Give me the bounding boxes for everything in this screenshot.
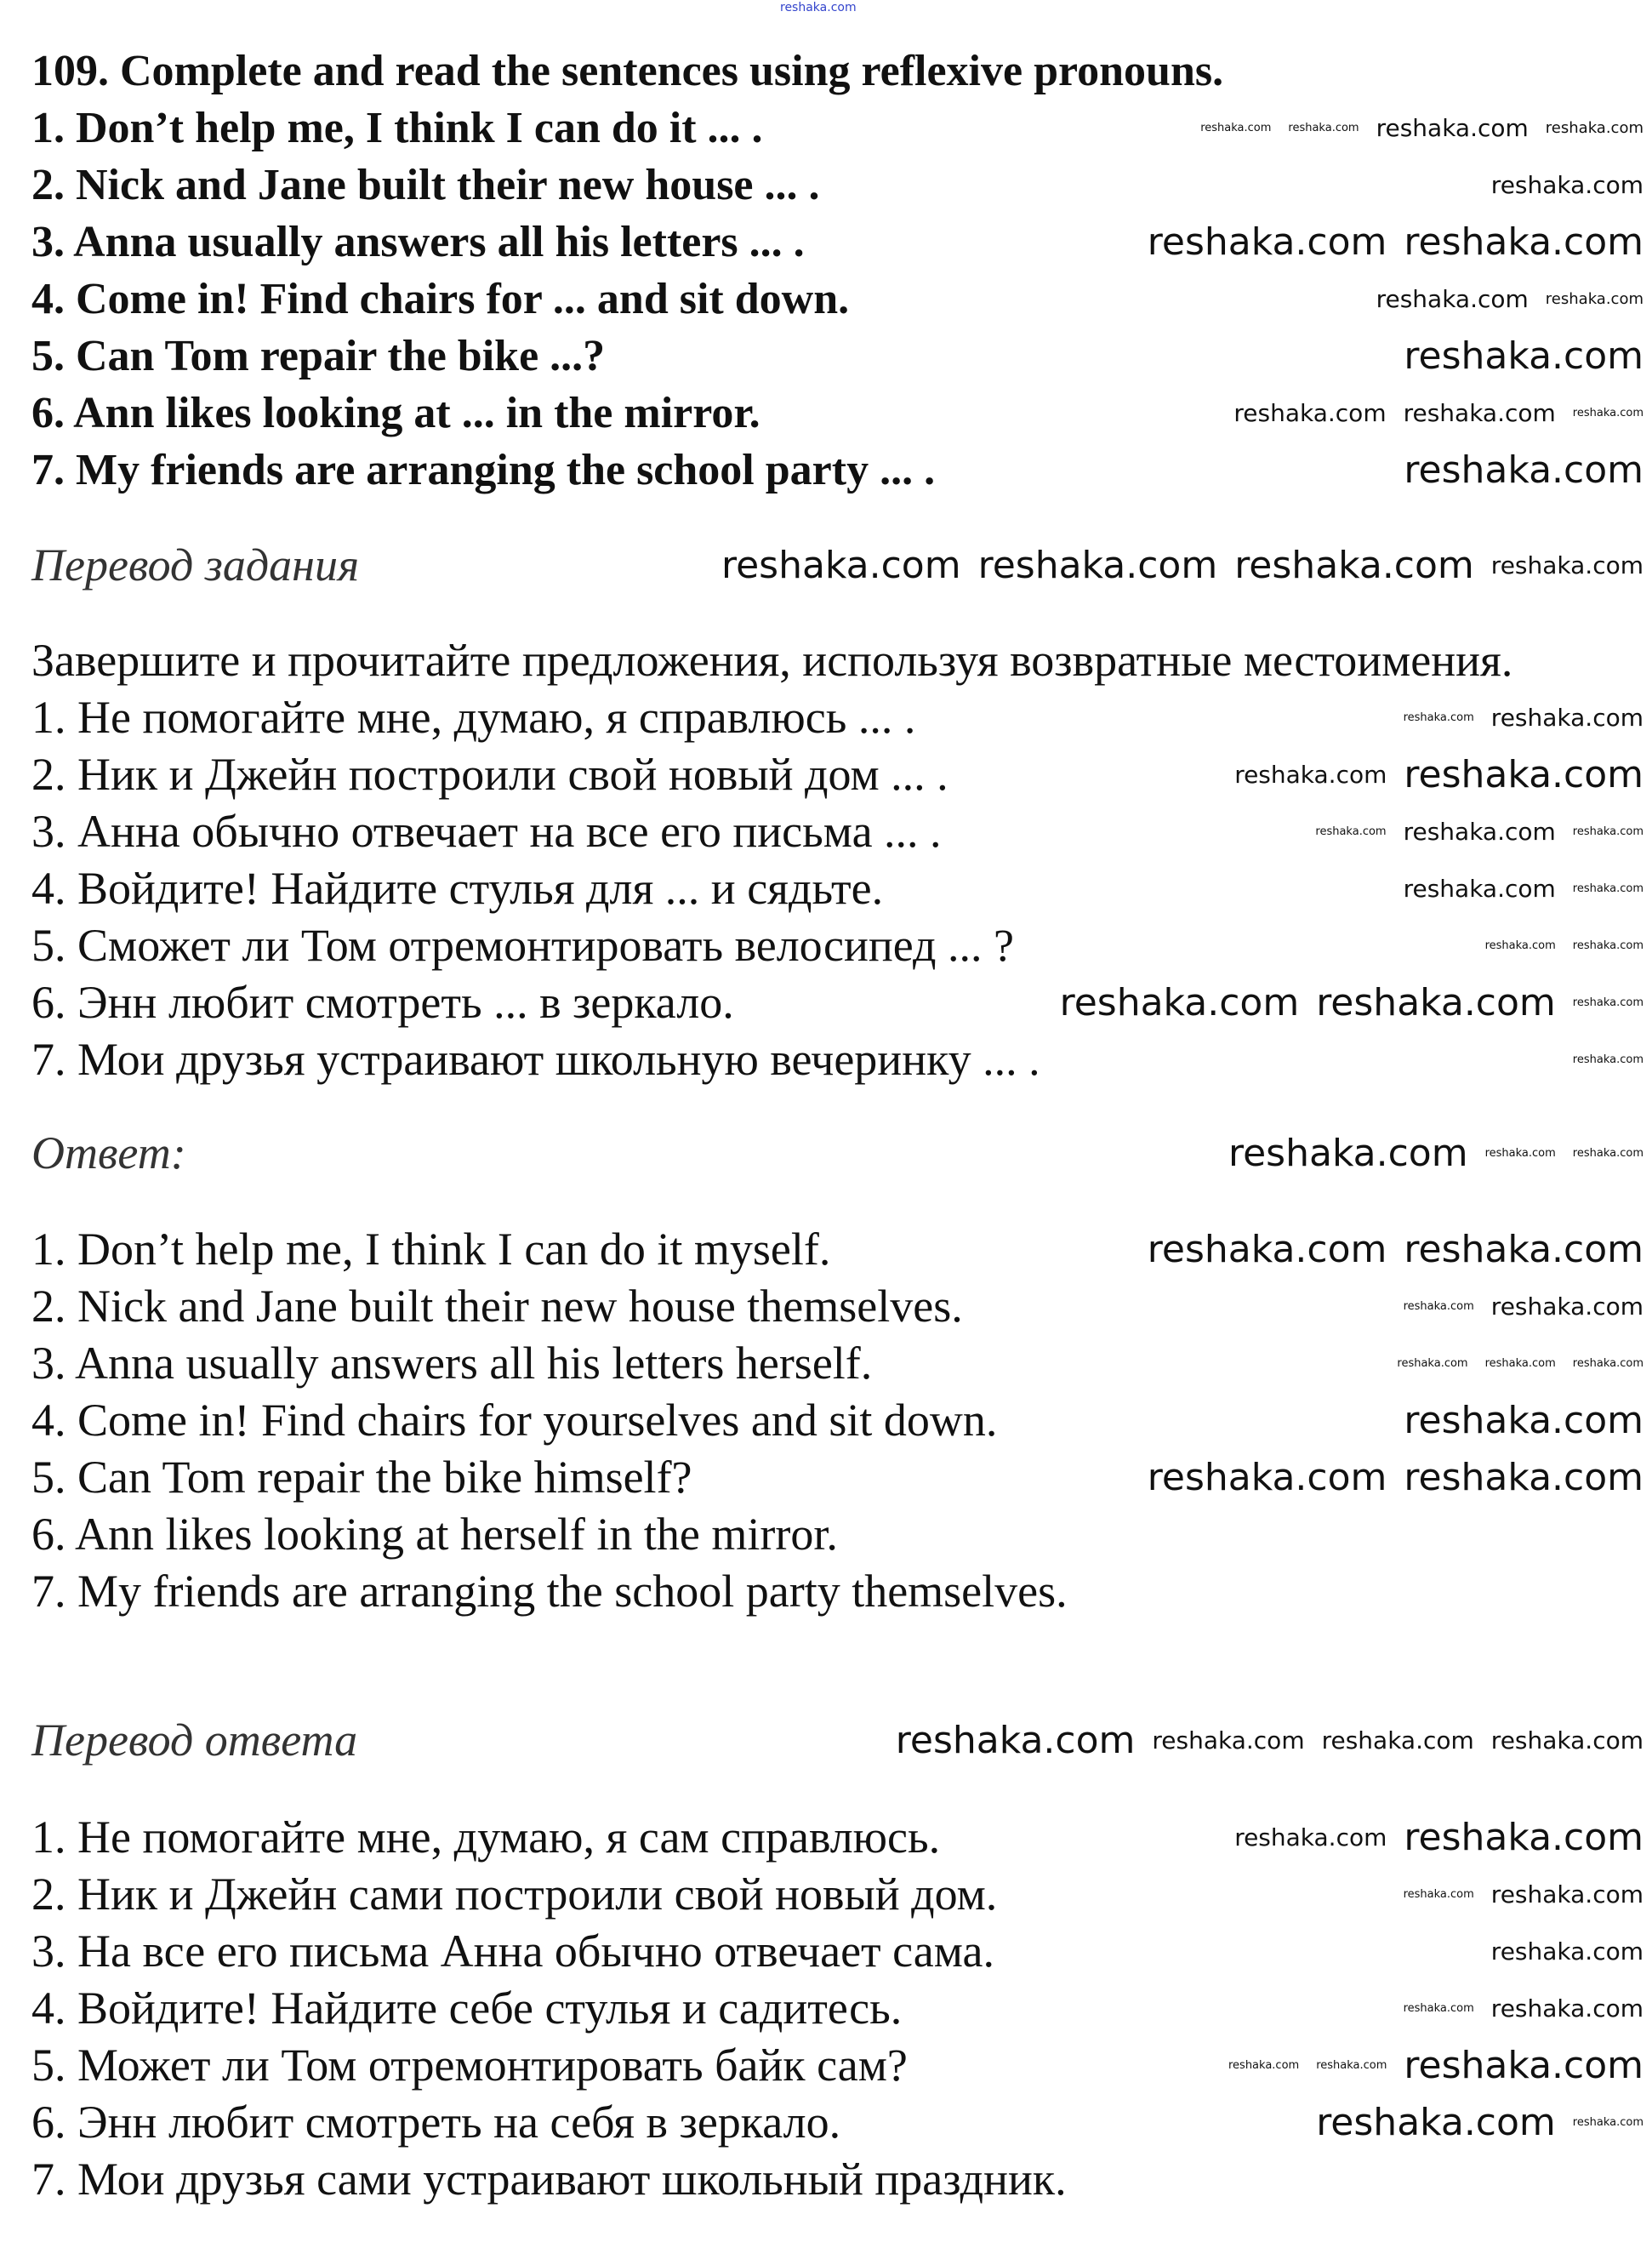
task-translation-heading-row xyxy=(31,539,1643,593)
answer-translation-heading-row xyxy=(31,1714,1643,1768)
task-item: 2. Nick and Jane built their new house ... . xyxy=(31,161,820,210)
watermark-group xyxy=(1122,1227,1643,1271)
watermark-group xyxy=(1378,1294,1643,1321)
watermark-group xyxy=(1378,1882,1643,1909)
watermark-group xyxy=(1203,2045,1643,2086)
watermark: reshaka.com xyxy=(1234,760,1387,789)
section-heading-task-translation: Перевод задания xyxy=(31,539,360,591)
watermark-group xyxy=(1290,2100,1643,2144)
watermark: reshaka.com xyxy=(1147,1227,1387,1271)
answer-item: 6. Ann likes looking at herself in the mirror. xyxy=(31,1509,838,1560)
watermark: reshaka.com xyxy=(1152,1726,1305,1754)
answer-item: 7. My friends are arranging the school party themselves. xyxy=(31,1566,1068,1618)
task-translation-row xyxy=(31,691,1643,745)
watermark: reshaka.com xyxy=(1572,996,1643,1009)
watermark: reshaka.com xyxy=(1404,1455,1643,1499)
watermark-group xyxy=(870,1720,1643,1761)
watermark: reshaka.com xyxy=(1404,220,1643,264)
task-translation-row xyxy=(31,748,1643,802)
watermark-group xyxy=(1378,1996,1643,2023)
watermark: reshaka.com xyxy=(1545,119,1643,138)
answer-item: 3. Anna usually answers all his letters herself. xyxy=(31,1338,873,1389)
task-translation-row xyxy=(31,862,1643,916)
watermark: reshaka.com xyxy=(1403,710,1474,724)
watermark: reshaka.com xyxy=(1572,1356,1643,1370)
task-item: 6. Ann likes looking at ... in the mirror. xyxy=(31,389,760,438)
section-heading-answer: Ответ: xyxy=(31,1127,186,1179)
watermark: reshaka.com xyxy=(1404,752,1643,796)
watermark-group xyxy=(1460,940,1643,952)
answer-row xyxy=(31,1280,1643,1334)
watermark-group xyxy=(1371,1358,1643,1370)
answer-translation-item: 6. Энн любит смотреть на себя в зеркало. xyxy=(31,2097,841,2148)
watermark: reshaka.com xyxy=(1316,980,1556,1024)
watermark: reshaka.com xyxy=(1376,113,1529,142)
watermark: reshaka.com xyxy=(1234,543,1474,587)
watermark-group xyxy=(1547,1054,1643,1066)
watermark: reshaka.com xyxy=(1147,220,1387,264)
answer-translation-item: 7. Мои друзья сами устраивают школьный праздник. xyxy=(31,2154,1067,2205)
task-item: 4. Come in! Find chairs for ... and sit down. xyxy=(31,275,850,324)
watermark-group xyxy=(1209,1817,1643,1858)
answer-translation-item: 5. Может ли Том отремонтировать байк сам? xyxy=(31,2040,908,2091)
task-title: 109. Complete and read the sentences using reflexive pronouns. xyxy=(31,47,1224,96)
watermark: reshaka.com xyxy=(1490,1726,1643,1754)
answer-heading-row xyxy=(31,1127,1643,1181)
watermark: reshaka.com xyxy=(1404,1227,1643,1271)
answer-translation-row xyxy=(31,1982,1643,2036)
task-translation-row xyxy=(31,919,1643,973)
watermark: reshaka.com xyxy=(1490,551,1643,579)
watermark: reshaka.com xyxy=(1403,1299,1474,1313)
answer-translation-row xyxy=(31,2096,1643,2150)
task-translation-item: 6. Энн любит смотреть ... в зеркало. xyxy=(31,977,734,1029)
watermark: reshaka.com xyxy=(1233,398,1387,427)
watermark-group xyxy=(1290,819,1643,846)
task-translation-row xyxy=(31,1033,1643,1087)
task-title-row xyxy=(31,44,1643,99)
watermark: reshaka.com xyxy=(1228,1131,1468,1175)
watermark: reshaka.com xyxy=(721,543,961,587)
task-translation-title-row xyxy=(31,634,1643,688)
answer-translation-row xyxy=(31,2153,1643,2207)
answer-translation-item: 3. На все его письма Анна обычно отвечает сама. xyxy=(31,1926,994,1977)
task-row xyxy=(31,158,1643,213)
watermark: reshaka.com xyxy=(1403,874,1556,903)
watermark: reshaka.com xyxy=(1484,939,1556,952)
task-translation-item: 5. Сможет ли Том отремонтировать велосипед ... ? xyxy=(31,920,1014,972)
watermark: reshaka.com xyxy=(895,1718,1136,1762)
task-item: 7. My friends are arranging the school party ... . xyxy=(31,446,936,495)
task-translation-item: 7. Мои друзья устраивают школьную вечеринку ... . xyxy=(31,1034,1040,1086)
answer-row xyxy=(31,1337,1643,1391)
answer-translation-row xyxy=(31,1811,1643,1865)
watermark: reshaka.com xyxy=(1572,1146,1643,1160)
answer-translation-row xyxy=(31,1868,1643,1922)
watermark-group xyxy=(1378,336,1643,377)
watermark: reshaka.com xyxy=(1572,882,1643,895)
watermark: reshaka.com xyxy=(1572,1053,1643,1066)
watermark: reshaka.com xyxy=(1404,2043,1643,2087)
task-row xyxy=(31,272,1643,327)
watermark-group xyxy=(1378,705,1643,732)
task-translation-row xyxy=(31,976,1643,1030)
watermark: reshaka.com xyxy=(1403,817,1556,846)
task-item: 5. Can Tom repair the bike ...? xyxy=(31,332,606,381)
watermark: reshaka.com xyxy=(1490,1994,1643,2023)
watermark: reshaka.com xyxy=(1404,1815,1643,1859)
watermark: reshaka.com xyxy=(1200,121,1272,134)
watermark-group xyxy=(1209,752,1643,796)
watermark: reshaka.com xyxy=(1316,2100,1556,2144)
watermark-group xyxy=(696,545,1643,586)
task-translation-item: 1. Не помогайте мне, думаю, я справлюсь ... . xyxy=(31,692,916,744)
watermark: reshaka.com xyxy=(1234,1823,1387,1851)
watermark: reshaka.com xyxy=(1403,2001,1474,2015)
task-translation-item: 3. Анна обычно отвечает на все его письма ... . xyxy=(31,806,942,858)
watermark: reshaka.com xyxy=(1572,824,1643,838)
answer-row xyxy=(31,1451,1643,1505)
watermark: reshaka.com xyxy=(1484,1356,1556,1370)
task-translation-row xyxy=(31,805,1643,859)
watermark-group xyxy=(1466,170,1643,199)
watermark: reshaka.com xyxy=(1572,406,1643,419)
task-row xyxy=(31,215,1643,270)
answer-item: 4. Come in! Find chairs for yourselves and sit down. xyxy=(31,1395,998,1446)
watermark-group xyxy=(1122,1455,1643,1499)
watermark-group xyxy=(1203,1133,1643,1174)
watermark-group xyxy=(1378,876,1643,903)
task-row xyxy=(31,101,1643,156)
watermark: reshaka.com xyxy=(1490,1937,1643,1966)
watermark: reshaka.com xyxy=(1228,2058,1300,2072)
answer-item: 5. Can Tom repair the bike himself? xyxy=(31,1452,692,1503)
watermark: reshaka.com xyxy=(1397,1356,1468,1370)
watermark: reshaka.com xyxy=(1059,980,1300,1024)
watermark: reshaka.com xyxy=(1490,1292,1643,1321)
answer-row xyxy=(31,1508,1643,1562)
answer-translation-item: 1. Не помогайте мне, думаю, я сам справлюсь. xyxy=(31,1812,941,1863)
watermark: reshaka.com xyxy=(1147,1455,1387,1499)
watermark: reshaka.com xyxy=(1484,1146,1556,1160)
answer-row xyxy=(31,1565,1643,1619)
watermark: reshaka.com xyxy=(1403,398,1556,427)
watermark: reshaka.com xyxy=(1545,290,1643,309)
answer-translation-item: 4. Войдите! Найдите себе стулья и садитесь. xyxy=(31,1983,903,2034)
task-row xyxy=(31,386,1643,441)
watermark: reshaka.com xyxy=(1403,1887,1474,1901)
task-translation-item: 2. Ник и Джейн построили свой новый дом ... . xyxy=(31,749,948,801)
watermark: reshaka.com xyxy=(780,1,857,14)
watermark-group xyxy=(1122,222,1643,263)
task-item: 3. Anna usually answers all his letters ... . xyxy=(31,218,805,267)
watermark: reshaka.com xyxy=(1321,1726,1474,1754)
watermark: reshaka.com xyxy=(1572,2115,1643,2129)
watermark-group xyxy=(1466,1939,1643,1966)
task-translation-item: 4. Войдите! Найдите стулья для ... и сядьте. xyxy=(31,863,884,915)
watermark: reshaka.com xyxy=(1315,824,1387,838)
watermark: reshaka.com xyxy=(1404,1398,1643,1442)
watermark-group xyxy=(1034,980,1643,1024)
watermark-group xyxy=(1208,398,1643,427)
watermark-group xyxy=(1378,1398,1643,1442)
watermark: reshaka.com xyxy=(1490,1880,1643,1909)
watermark: reshaka.com xyxy=(1316,2058,1387,2072)
watermark: reshaka.com xyxy=(977,543,1218,587)
answer-translation-row xyxy=(31,1925,1643,1979)
watermark-group xyxy=(1175,113,1643,142)
watermark: reshaka.com xyxy=(1404,334,1643,378)
answer-translation-row xyxy=(31,2039,1643,2093)
watermark: reshaka.com xyxy=(1490,703,1643,732)
watermark-group xyxy=(1351,284,1643,313)
watermark: reshaka.com xyxy=(1376,284,1529,313)
task-item: 1. Don’t help me, I think I can do it ... . xyxy=(31,104,763,153)
answer-translation-item: 2. Ник и Джейн сами построили свой новый дом. xyxy=(31,1869,998,1920)
answer-item: 1. Don’t help me, I think I can do it myself. xyxy=(31,1224,831,1275)
task-row xyxy=(31,329,1643,384)
answer-row xyxy=(31,1223,1643,1277)
answer-row xyxy=(31,1394,1643,1448)
watermark-group xyxy=(1378,450,1643,491)
watermark: reshaka.com xyxy=(1288,121,1359,134)
task-translation-title: Завершите и прочитайте предложения, используя возвратные местоимения. xyxy=(31,635,1513,687)
watermark: reshaka.com xyxy=(1572,939,1643,952)
watermark: reshaka.com xyxy=(1404,448,1643,492)
section-heading-answer-translation: Перевод ответа xyxy=(31,1715,358,1766)
watermark: reshaka.com xyxy=(1490,170,1643,199)
task-row xyxy=(31,443,1643,498)
answer-item: 2. Nick and Jane built their new house themselves. xyxy=(31,1281,963,1332)
